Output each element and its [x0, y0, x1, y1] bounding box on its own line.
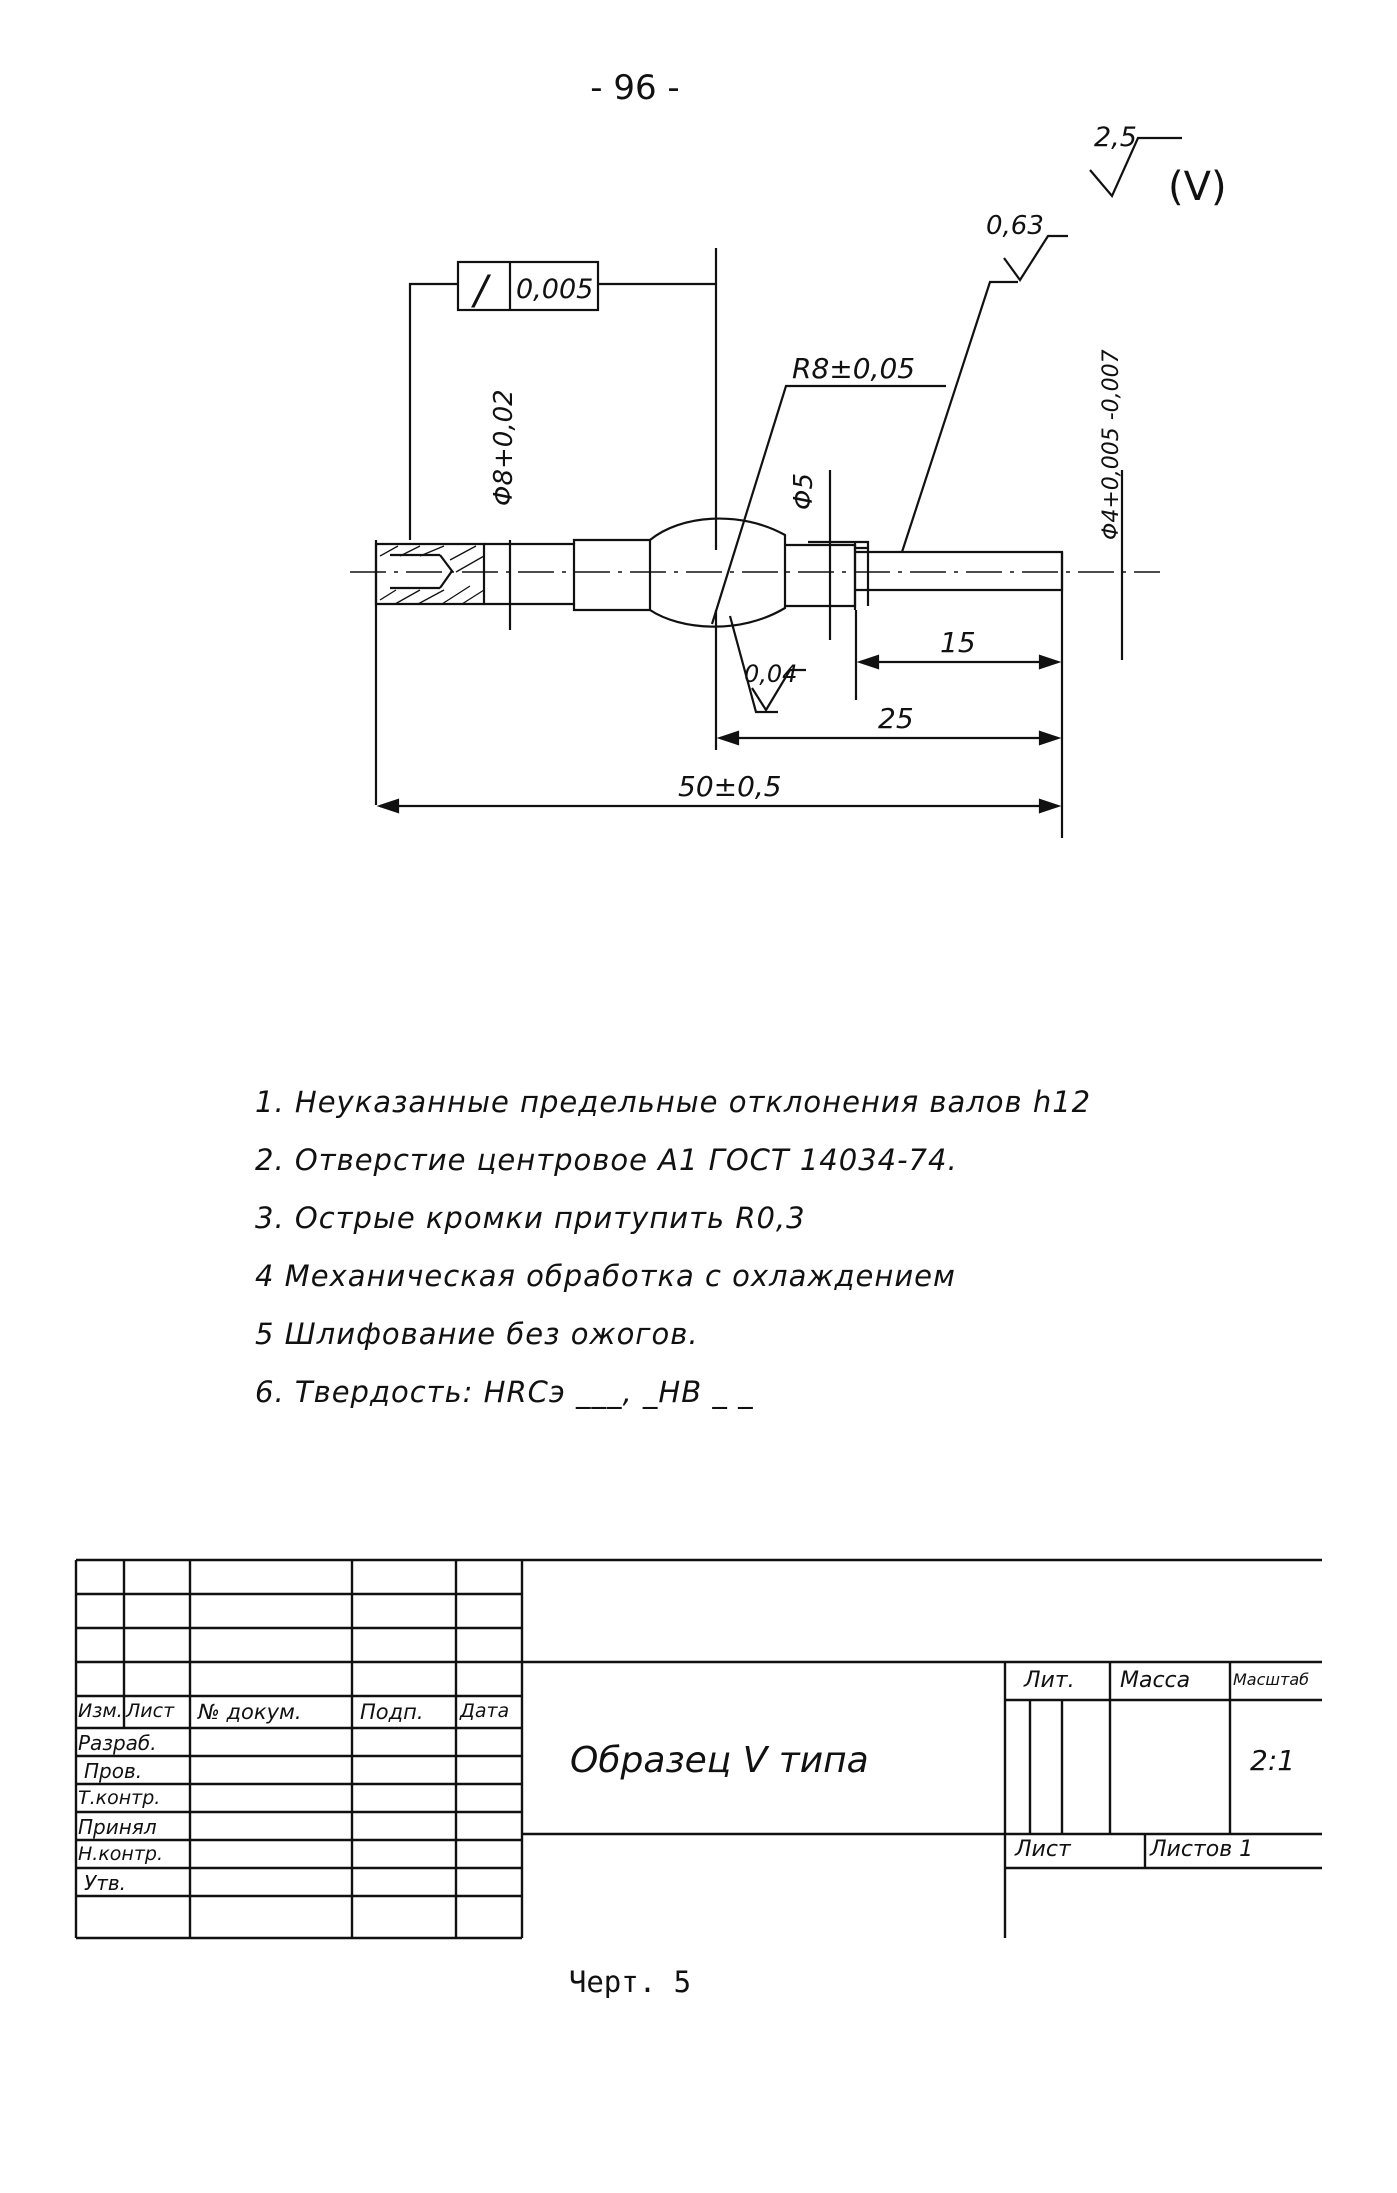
dim-len-50: 50±0,5 [678, 770, 782, 803]
tb-mass-label: Масса [1120, 1668, 1191, 1693]
dim-radius: R8±0,05 [792, 352, 916, 385]
tb-header-list: Лист [126, 1700, 175, 1722]
tb-row-razrab: Разраб. [78, 1731, 157, 1755]
note-5: 5 Шлифование без ожогов. [255, 1317, 699, 1351]
dim-dia-8: Φ8+0,02 [489, 389, 519, 506]
general-roughness-mark [1090, 122, 1227, 210]
note-4: 4 Механическая обработка с охлаждением [255, 1259, 956, 1293]
dim-len-15: 15 [940, 626, 976, 659]
surface-roughness-value: 0,63 [986, 211, 1044, 241]
tb-row-prinyal: Принял [78, 1815, 157, 1839]
tb-row-tkontr: Т.контр. [78, 1787, 161, 1809]
page-number: - 96 - [590, 68, 680, 108]
bottom-roughness-value: 0,04 [744, 660, 798, 688]
tb-lit-label: Лит. [1024, 1668, 1075, 1693]
tb-header-date: Дата [460, 1700, 510, 1722]
tb-row-nkontr: Н.контр. [78, 1843, 164, 1865]
dim-dia-4: Φ4+0,005 -0,007 [1099, 349, 1124, 540]
figure-caption: Черт. 5 [568, 1965, 692, 1999]
tb-sheets-label: Листов 1 [1150, 1837, 1254, 1862]
tb-header-doc: № докум. [198, 1700, 302, 1724]
tb-title: Образец V типа [570, 1740, 869, 1781]
tb-scale-value: 2:1 [1250, 1744, 1296, 1777]
general-roughness-value: 2,5 [1094, 122, 1137, 153]
tb-sheet-label: Лист [1015, 1837, 1071, 1862]
tb-row-utv: Утв. [84, 1871, 126, 1895]
note-3: 3. Острые кромки притупить R0,3 [255, 1201, 806, 1235]
dimension-lines [376, 211, 1124, 838]
tb-header-izm: Изм. [78, 1700, 123, 1722]
tb-scale-label: Масштаб [1233, 1670, 1310, 1689]
note-2: 2. Отверстие центровое А1 ГОСТ 14034-74. [255, 1143, 958, 1177]
note-6: 6. Твердость: HRCэ ___, _HB _ _ [255, 1375, 754, 1409]
general-roughness-mark-text: (V) [1168, 164, 1227, 210]
note-1: 1. Неуказанные предельные отклонения валов h12 [255, 1085, 1092, 1119]
dim-dia-5: Φ5 [789, 472, 819, 510]
tolerance-value: 0,005 [516, 274, 594, 305]
tolerance-symbol: / [474, 268, 488, 314]
tolerance-frame [410, 248, 716, 550]
tb-header-sign: Подп. [360, 1700, 424, 1724]
dim-len-25: 25 [878, 702, 914, 735]
tb-row-prov: Пров. [84, 1759, 143, 1783]
